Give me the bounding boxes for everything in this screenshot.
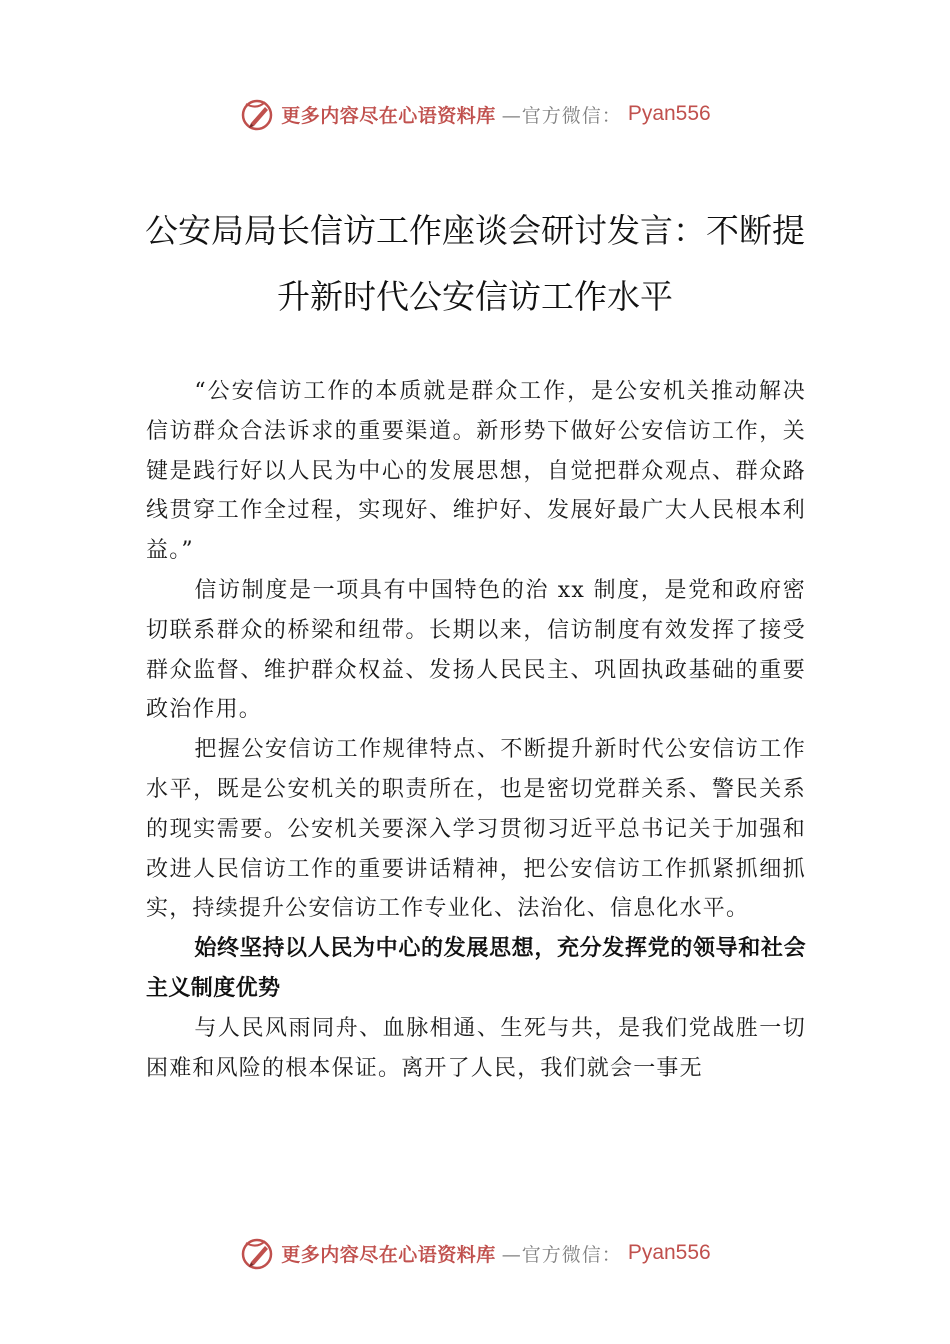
pen-logo-icon [239,96,275,132]
pen-logo-icon [239,1235,275,1271]
document-body [146,372,806,1088]
banner-wechat-id: Pyan556 [627,102,711,125]
banner-main-text: 更多内容尽在心语资料库 [281,1243,496,1266]
document-title: 公安局局长信访工作座谈会研讨发言：不断提升新时代公安信访工作水平 [145,211,805,316]
footer-banner [0,1233,950,1273]
banner-wechat-id: Pyan556 [627,1241,711,1264]
paragraph: 与人民风雨同舟、血脉相通、生死与共，是我们党战胜一切困难和风险的根本保证。离开了人民，我们就会一事无 [146,1015,806,1081]
paragraph: 信访制度是一项具有中国特色的治 xx 制度，是党和政府密切联系群众的桥梁和纽带。长期以来，信访制度有效发挥了接受群众监督、维护群众权益、发扬人民民主、巩固执政基础的重要政治作用。 [146,577,806,723]
banner-sub-text: —官方微信： [501,104,622,127]
header-banner [0,94,950,134]
section-heading: 始终坚持以人民为中心的发展思想，充分发挥党的领导和社会主义制度优势 [146,936,806,1001]
paragraph-quote: “公安信访工作的本质就是群众工作，是公安机关推动解决信访群众合法诉求的重要渠道。新形势下做好公安信访工作，关键是践行好以人民为中心的发展思想，自觉把群众观点、群众路线贯穿工作全过程，实现好、维护好、发展好最广大人民根本利益。” [146,379,806,564]
paragraph: 把握公安信访工作规律特点、不断提升新时代公安信访工作水平，既是公安机关的职责所在，也是密切党群关系、警民关系的现实需要。公安机关要深入学习贯彻习近平总书记关于加强和改进人民信访工作的重要讲话精神，把公安信访工作抓紧抓细抓实，持续提升公安信访工作专业化、法治化、信息化水平。 [146,737,806,922]
banner-main-text: 更多内容尽在心语资料库 [281,104,496,127]
banner-sub-text: —官方微信： [501,1243,622,1266]
